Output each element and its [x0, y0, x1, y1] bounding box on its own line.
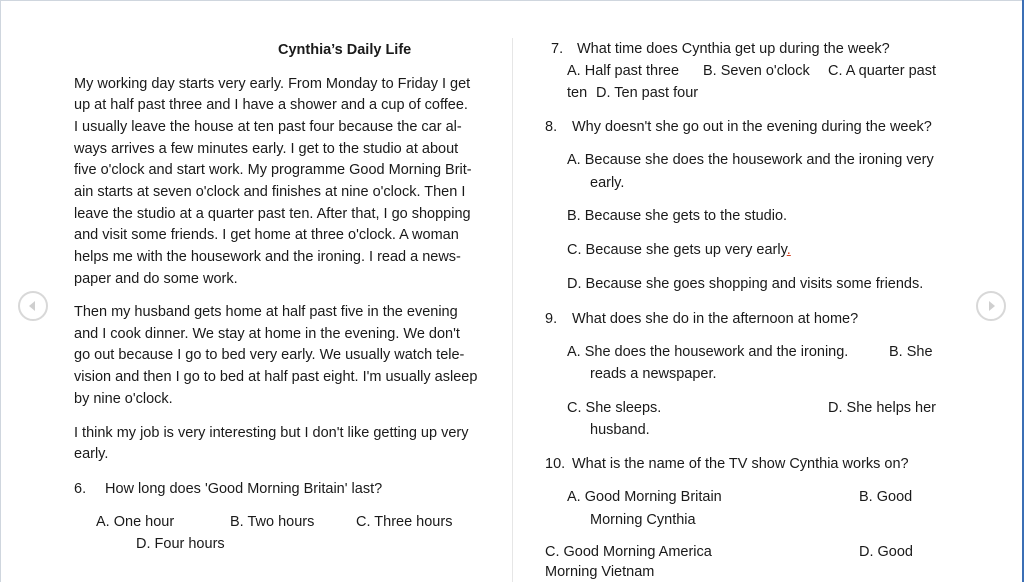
- option-b[interactable]: B. Seven o'clock: [703, 63, 810, 79]
- question-text: Why doesn't she go out in the evening during the week?: [572, 119, 932, 135]
- option-d[interactable]: D. She helps her: [828, 400, 937, 416]
- paragraph-line: and I cook dinner. We stay at home in the evening. We don't: [74, 326, 460, 342]
- option-d[interactable]: D. Four hours: [136, 536, 225, 552]
- option-c-continued[interactable]: ten: [567, 85, 588, 101]
- paragraph-line: ain starts at seven o'clock and finishes at nine o'clock. Then I: [74, 184, 466, 200]
- option-b-continued[interactable]: Morning Cynthia: [590, 512, 696, 528]
- paragraph-line: I usually leave the house at ten past four because the car al-: [74, 119, 462, 135]
- option-a[interactable]: A. Good Morning Britain: [567, 489, 722, 505]
- paragraph-line: up at half past three and I have a shower and a cup of coffee.: [74, 97, 468, 113]
- paragraph-line: paper and do some work.: [74, 271, 238, 287]
- option-a[interactable]: A. Half past three: [567, 63, 680, 79]
- next-page-button[interactable]: [976, 291, 1006, 321]
- chevron-right-icon: [978, 293, 1004, 319]
- chevron-left-icon: [20, 293, 46, 319]
- frame-left-border: [0, 0, 1, 582]
- option-c[interactable]: C. A quarter past: [828, 63, 937, 79]
- question-text: How long does 'Good Morning Britain' last?: [105, 481, 383, 497]
- option-d[interactable]: D. Good: [859, 544, 913, 560]
- paragraph-line: My working day starts very early. From Monday to Friday I get: [74, 76, 471, 92]
- paragraph-line: ways arrives a few minutes early. I get to the studio at about: [74, 141, 459, 157]
- option-c-mark: .: [786, 242, 791, 258]
- option-b[interactable]: B. Two hours: [230, 514, 315, 530]
- option-b[interactable]: B. Because she gets to the studio.: [567, 208, 788, 224]
- option-d[interactable]: D. Because she goes shopping and visits some friends.: [567, 276, 924, 292]
- paragraph-line: helps me with the housework and the ironing. I read a news-: [74, 249, 461, 265]
- question-number: 8.: [545, 119, 558, 135]
- paragraph-line: and visit some friends. I get home at three o'clock. A woman: [74, 227, 459, 243]
- option-b[interactable]: B. She: [889, 344, 933, 360]
- paragraph-line: go out because I go to bed very early. We usually watch tele-: [74, 347, 465, 363]
- option-d-continued[interactable]: Morning Vietnam: [545, 564, 655, 580]
- paragraph-line: by nine o'clock.: [74, 391, 173, 407]
- question-text: What is the name of the TV show Cynthia works on?: [572, 456, 909, 472]
- paragraph-line: early.: [74, 446, 109, 462]
- frame-top-border: [0, 0, 1024, 1]
- option-a[interactable]: A. She does the housework and the ironing.: [567, 344, 849, 360]
- option-d-continued[interactable]: husband.: [590, 422, 650, 438]
- option-a-continued[interactable]: early.: [590, 175, 625, 191]
- prev-page-button[interactable]: [18, 291, 48, 321]
- option-d[interactable]: D. Ten past four: [596, 85, 699, 101]
- option-c[interactable]: C. Three hours: [356, 514, 453, 530]
- option-b[interactable]: B. Good: [859, 489, 913, 505]
- option-a[interactable]: A. Because she does the housework and the ironing very: [567, 152, 934, 168]
- question-number: 7.: [551, 41, 564, 57]
- option-c[interactable]: [567, 241, 791, 259]
- question-text: What does she do in the afternoon at home?: [572, 311, 859, 327]
- paragraph-line: Then my husband gets home at half past five in the evening: [74, 304, 458, 320]
- option-c[interactable]: C. Good Morning America: [545, 544, 712, 560]
- page-title: Cynthia’s Daily Life: [278, 42, 412, 58]
- question-number: 6.: [74, 481, 87, 497]
- option-c[interactable]: C. She sleeps.: [567, 400, 662, 416]
- question-number: 10.: [545, 456, 566, 472]
- paragraph-line: vision and then I go to bed at half past eight. I'm usually asleep: [74, 369, 478, 385]
- question-text: What time does Cynthia get up during the week?: [577, 41, 890, 57]
- option-c-text: C. Because she gets up very early: [567, 242, 787, 258]
- question-number: 9.: [545, 311, 558, 327]
- column-divider: [512, 38, 513, 582]
- paragraph-line: five o'clock and start work. My programme Good Morning Brit-: [74, 162, 472, 178]
- paragraph-line: leave the studio at a quarter past ten. After that, I go shopping: [74, 206, 471, 222]
- option-a[interactable]: A. One hour: [96, 514, 175, 530]
- option-b-continued[interactable]: reads a newspaper.: [590, 366, 717, 382]
- paragraph-line: I think my job is very interesting but I don't like getting up very: [74, 425, 469, 441]
